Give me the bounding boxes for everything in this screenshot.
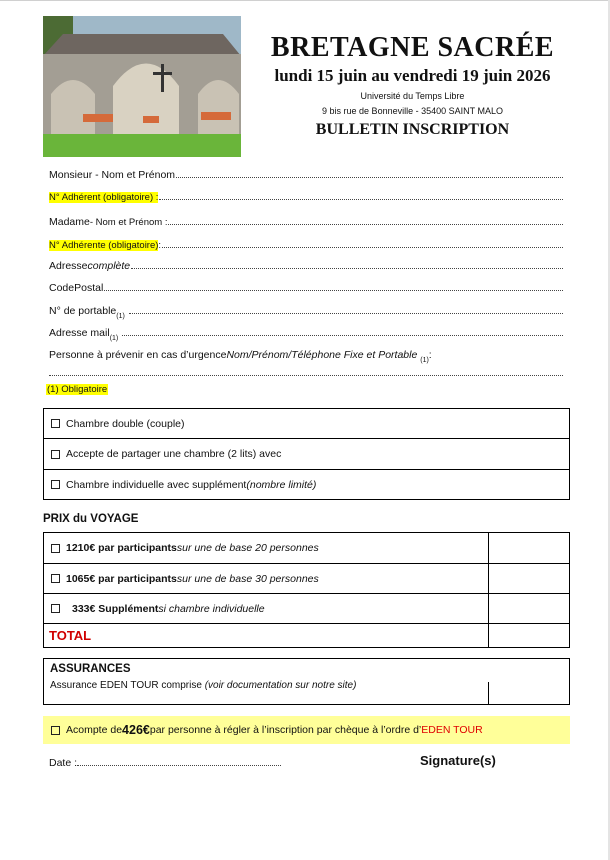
- mail-label: Adresse mail: [49, 327, 110, 339]
- prix-row[interactable]: [44, 594, 569, 624]
- assurances-note: (voir documentation sur notre site): [204, 680, 357, 691]
- room-options-box: [43, 408, 570, 500]
- checkbox[interactable]: [51, 544, 60, 553]
- madame-label-suffix: - Nom et Prénom :: [89, 217, 168, 228]
- room-option[interactable]: [44, 439, 569, 470]
- prix-heading: PRIX du VOYAGE: [43, 513, 139, 525]
- total-amount-cell[interactable]: [488, 624, 569, 647]
- mail-field[interactable]: Adresse mail (1): [49, 323, 563, 339]
- adresse-label: Adresse: [49, 260, 88, 272]
- mail-input-line[interactable]: [122, 334, 563, 336]
- adherente-colon: :: [158, 240, 162, 251]
- acompte-payee: EDEN TOUR: [421, 724, 483, 736]
- checkbox[interactable]: [51, 480, 60, 489]
- signature-label: Signature(s): [420, 753, 496, 768]
- room-option-label: Accepte de partager une chambre (2 lits) avec: [66, 448, 282, 460]
- madame-label: Madame: [49, 216, 90, 228]
- codepostal-label: CodePostal: [49, 282, 104, 294]
- prix-amount: 333€ Supplément: [72, 602, 159, 615]
- form-title: BULLETIN INSCRIPTION: [315, 121, 510, 138]
- prix-note: sur une de base 30 personnes: [176, 572, 319, 585]
- madame-field[interactable]: [49, 212, 563, 228]
- adherent-label: N° Adhérent (obligatoire) :: [49, 192, 159, 203]
- prix-note: sur une de base 20 personnes: [176, 542, 319, 554]
- acompte-option[interactable]: [43, 716, 570, 744]
- date-input-line[interactable]: [77, 765, 281, 766]
- checkbox[interactable]: [51, 726, 60, 735]
- room-option-note: (nombre limité): [246, 478, 317, 491]
- chapel-photo: [43, 16, 241, 157]
- urgence-label-italic: Nom/Prénom/Téléphone Fixe et Portable: [226, 349, 418, 361]
- acompte-text: par personne à régler à l’inscription par chèque à l’ordre d’: [149, 724, 422, 736]
- adresse-label-italic: complète: [87, 260, 131, 272]
- codepostal-input-line[interactable]: [104, 289, 563, 291]
- room-option[interactable]: [44, 470, 569, 499]
- urgence-field: Personne à prévenir en cas d’urgence Nom/Prénom/Téléphone Fixe et Portable (1) :: [49, 349, 432, 364]
- adherente-input-line[interactable]: [162, 246, 563, 248]
- assurances-divider: [488, 682, 489, 704]
- total-row: [44, 624, 569, 647]
- monsieur-label: Monsieur - Nom et Prénom: [49, 169, 176, 181]
- urgence-colon: :: [428, 349, 432, 361]
- urgence-label: Personne à prévenir en cas d’urgence: [49, 349, 227, 361]
- assurances-text: Assurance EDEN TOUR comprise: [50, 680, 205, 691]
- adherent-input-line[interactable]: [159, 198, 563, 200]
- monsieur-input-line[interactable]: [176, 176, 563, 178]
- prix-amount: 1065€ par participants: [66, 572, 177, 585]
- adresse-input-line[interactable]: [131, 267, 563, 269]
- page-top-border: [0, 0, 610, 1]
- room-option-label: Chambre individuelle avec supplément: [66, 478, 247, 491]
- portable-input-line[interactable]: [129, 312, 563, 314]
- madame-input-line[interactable]: [168, 223, 563, 225]
- prix-note: si chambre individuelle: [158, 602, 265, 615]
- checkbox[interactable]: [51, 574, 60, 583]
- checkbox[interactable]: [51, 419, 60, 428]
- checkbox[interactable]: [51, 604, 60, 613]
- assurances-heading: ASSURANCES: [50, 663, 131, 675]
- acompte-prefix: Acompte de: [66, 724, 123, 736]
- prix-amount-cell[interactable]: [488, 564, 569, 593]
- room-option[interactable]: [44, 409, 569, 439]
- prix-row[interactable]: [44, 564, 569, 594]
- adresse-field[interactable]: [49, 256, 563, 272]
- prix-row[interactable]: [44, 533, 569, 564]
- prix-amount: 1210€ par participants: [66, 542, 177, 554]
- prix-table: [43, 532, 570, 648]
- mandatory-note: (1) Obligatoire: [47, 384, 108, 395]
- urgence-input-line[interactable]: [49, 375, 563, 376]
- total-label: TOTAL: [49, 628, 92, 643]
- prix-amount-cell[interactable]: [488, 533, 569, 563]
- checkbox[interactable]: [51, 450, 60, 459]
- adherent-field[interactable]: [49, 187, 563, 203]
- organisation-address: 9 bis rue de Bonneville - 35400 SAINT MALO: [322, 106, 503, 116]
- codepostal-field[interactable]: [49, 278, 563, 294]
- prix-amount-cell[interactable]: [488, 594, 569, 623]
- organisation-name: Université du Temps Libre: [360, 91, 465, 101]
- adherente-label: N° Adhérente (obligatoire): [49, 240, 159, 251]
- trip-dates: lundi 15 juin au vendredi 19 juin 2026: [274, 66, 551, 85]
- adherente-field[interactable]: [49, 235, 563, 251]
- assurances-box: [43, 658, 570, 705]
- date-label: Date :: [49, 757, 78, 769]
- room-option-label: Chambre double (couple): [66, 417, 185, 430]
- portable-label: N° de portable: [49, 305, 117, 317]
- date-field[interactable]: [49, 753, 281, 769]
- monsieur-field[interactable]: [49, 165, 563, 181]
- page-title: BRETAGNE SACRÉE: [270, 32, 555, 63]
- portable-field[interactable]: N° de portable (1): [49, 301, 563, 317]
- acompte-amount: 426€: [122, 723, 150, 737]
